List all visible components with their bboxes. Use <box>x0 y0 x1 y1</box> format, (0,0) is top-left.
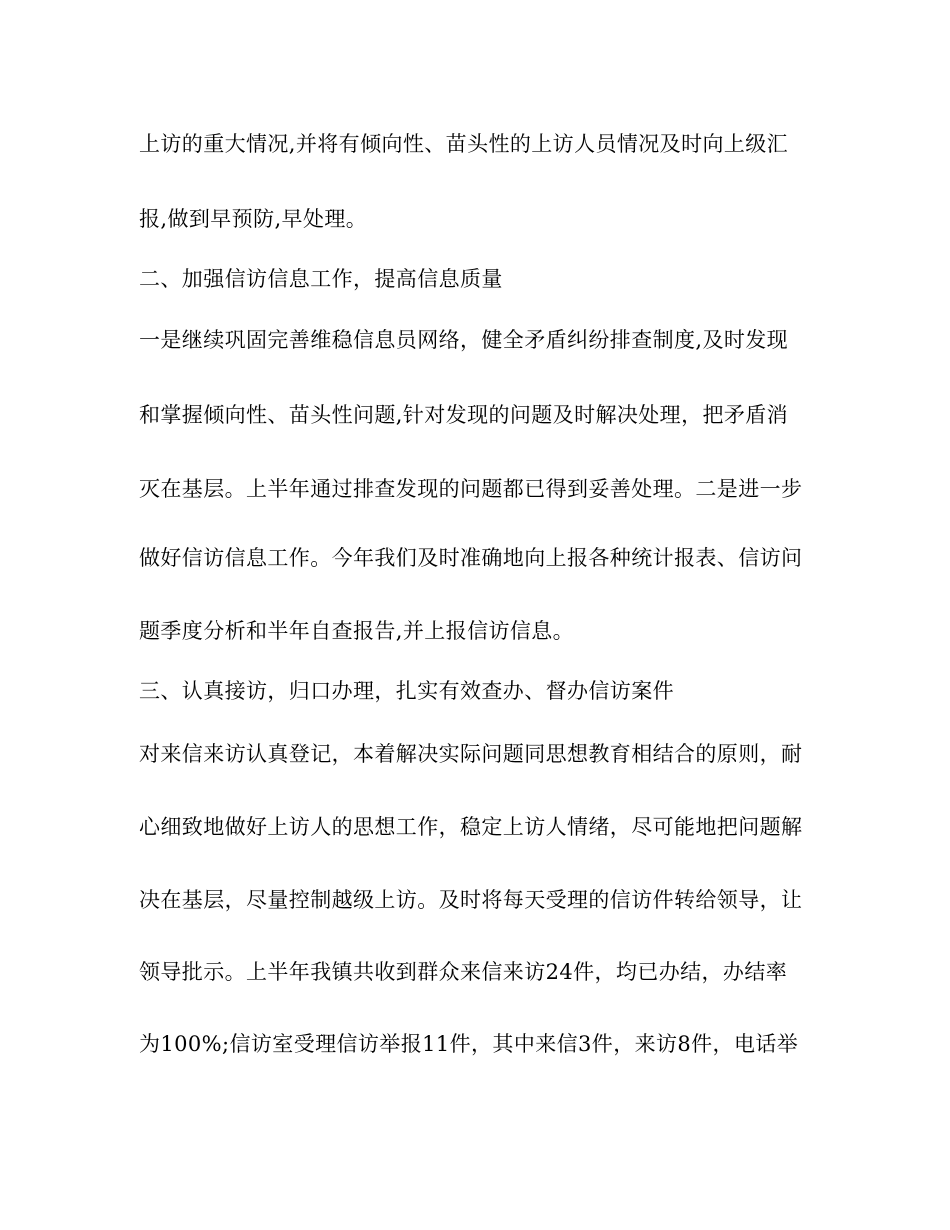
paragraph-line: 题季度分析和半年自查报告,并上报信访信息。 <box>139 619 575 643</box>
paragraph-line: 为100%;信访室受理信访举报11件，其中来信3件，来访8件，电话举 <box>139 1032 799 1056</box>
paragraph-line: 灭在基层。上半年通过排查发现的问题都已得到妥善处理。二是进一步 <box>139 477 803 501</box>
paragraph-line: 一是继续巩固完善维稳信息员网络，健全矛盾纠纷排查制度,及时发现 <box>139 328 789 352</box>
paragraph-line: 做好信访信息工作。今年我们及时准确地向上报各种统计报表、信访问 <box>139 546 803 570</box>
paragraph-line: 和掌握倾向性、苗头性问题,针对发现的问题及时解决处理，把矛盾消 <box>139 403 789 427</box>
paragraph-line: 决在基层，尽量控制越级上访。及时将每天受理的信访件转给领导，让 <box>139 888 803 912</box>
paragraph-line: 报,做到早预防,早处理。 <box>139 207 368 231</box>
paragraph-line: 上访的重大情况,并将有倾向性、苗头性的上访人员情况及时向上级汇 <box>139 132 789 156</box>
paragraph-line: 领导批示。上半年我镇共收到群众来信来访24件，均已办结，办结率 <box>139 960 788 984</box>
paragraph-line: 心细致地做好上访人的思想工作，稳定上访人情绪，尽可能地把问题解 <box>139 815 803 839</box>
section-heading: 三、认真接访，归口办理，扎实有效查办、督办信访案件 <box>139 679 674 703</box>
paragraph-line: 对来信来访认真登记，本着解决实际问题同思想教育相结合的原则，耐 <box>139 742 803 766</box>
section-heading: 二、加强信访信息工作，提高信息质量 <box>139 267 503 291</box>
